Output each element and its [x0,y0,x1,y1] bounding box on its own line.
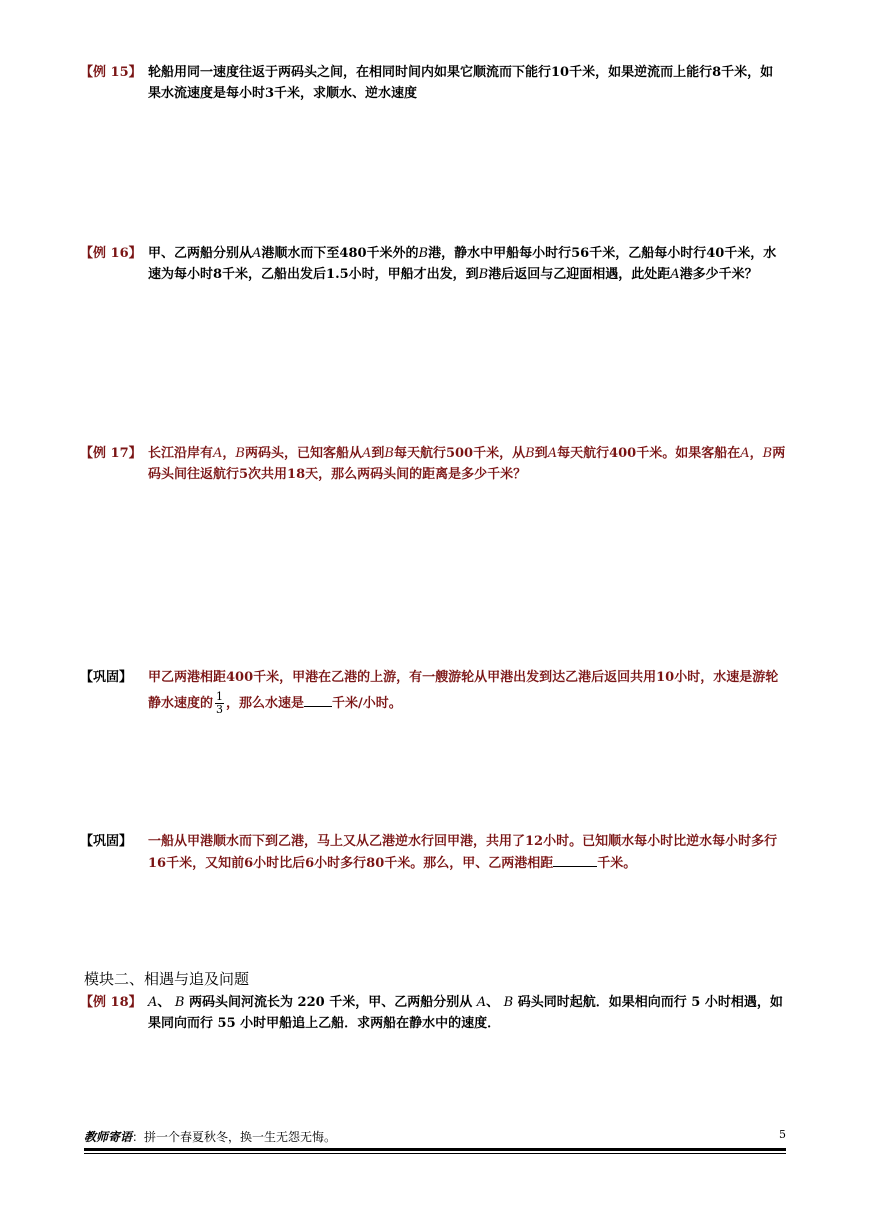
problem-text: 甲乙两港相距400千米，甲港在乙港的上游，有一艘游轮从甲港出发到达乙港后返回共用10小时，水速是游轮静水速度的 $\frac{1}{3}$ ，那么水速是 千米/小时。 [148,670,779,716]
problem-example-18 [80,992,786,1034]
problem-tag: 【例 15】 [80,65,142,80]
problem-example-15 [80,62,786,104]
module-title: 模块二、相遇与追及问题 [84,970,250,988]
problem-tag: 【例 17】 [80,446,142,461]
problem-text: 一船从甲港顺水而下到乙港，马上又从乙港逆水行回甲港，共用了12小时。已知顺水每小时比逆水每小时多行16千米，又知前6小时比后6小时多行80千米。那么，甲、乙两港相距 千米。 [148,834,778,871]
problem-example-16 [80,243,786,285]
answer-blank [553,852,597,867]
problem-tag: 【例 18】 [80,995,142,1010]
problem-consolidation-2 [80,831,786,874]
problem-tag: 【例 16】 [80,246,142,261]
footer-motto: 拼一个春夏秋冬，换一生无怨无悔。 [144,1130,337,1144]
footer-rule-thin [84,1153,786,1154]
page-number: 5 [779,1128,786,1141]
page-footer: 教师寄语：拼一个春夏秋冬，换一生无怨无悔。 5 [84,1128,786,1144]
problem-text: 轮船用同一速度往返于两码头之间，在相同时间内如果它顺流而下能行10千米，如果逆流而上能行8千米，如果水流速度是每小时3千米，求顺水、逆水速度 [148,65,774,101]
problem-tag: 【巩固】 [80,834,133,849]
problem-text: 长江沿岸有A，B两码头，已知客船从A到B每天航行500千米，从B到A每天航行400千米。如果客船在A，B两码头间往返航行5次共用18天，那么两码头间的距离是多少千米？ [148,446,786,482]
problem-consolidation-1 [80,665,786,717]
problem-text: A、 B 两码头间河流长为 220 千米，甲、乙两船分别从 A、 B 码头同时起航．如果相向而行 5 小时相遇，如果同向而行 55 小时甲船追上乙船．求两船在静水中的速度． [148,995,783,1031]
answer-blank [304,692,332,707]
footer-label: 教师寄语 [84,1130,133,1144]
problem-example-17 [80,443,786,485]
footer-rule-thick [84,1148,786,1151]
fraction-one-third: $\frac{1}{3}$ [216,690,224,716]
problem-text: 甲、乙两船分别从A港顺水而下至480千米外的B港，静水中甲船每小时行56千米，乙船每小时行40千米，水速为每小时8千米，乙船出发后1.5小时，甲船才出发，到B港后返回与乙迎面相遇，此处距A港多少千米？ [148,246,777,282]
problem-tag: 【巩固】 [80,670,133,685]
